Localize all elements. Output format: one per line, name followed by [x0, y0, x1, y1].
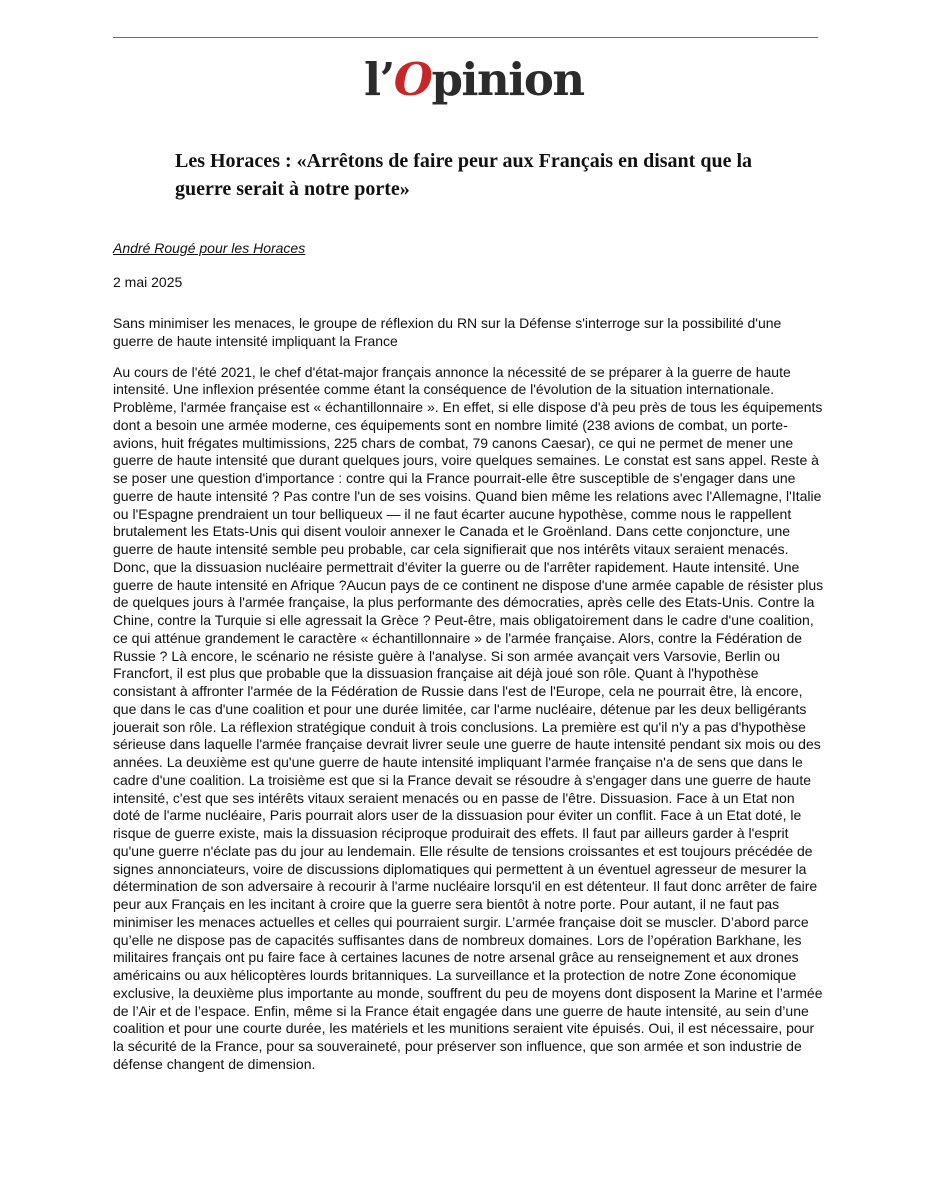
lopinion-logo [364, 52, 584, 108]
article-chapo: Sans minimiser les menaces, le groupe de réflexion du RN sur la Défense s'interroge sur la possibilité d'une guerre de haute intensité impliquant la France [113, 315, 782, 349]
article-body [113, 315, 825, 1074]
article-date: 2 mai 2025 [113, 274, 183, 290]
article-byline: André Rougé pour les Horaces [113, 240, 306, 256]
article-paragraph: Au cours de l'été 2021, le chef d'état-major français annonce la nécessité de se préparer à la guerre de haute intensité. Une inflexion présentée comme étant la conséquence de l'évolution de la situation internationale. Problème, l'armée française est « échantillonnaire ». En effet, si elle dispose d'à peu près de tous les équipements dont a besoin une armée moderne, ces équipements sont en nombre limité (238 avions de combat, un porte-avions, huit frégates multimissions, 225 chars de combat, 79 canons Caesar), ce qui ne permet de mener une guerre de haute intensité que durant quelques jours, voire quelques semaines. Le constat est sans appel. Reste à se poser une question d'importance : contre qui la France pourrait-elle être susceptible de s'engager dans une guerre de haute intensité ? Pas contre l'un de ses voisins. Quand bien même les relations avec l'Allemagne, l'Italie ou l'Espagne prendraient un tour belliqueux — il ne faut écarter aucune hypothèse, comme nous le rappellent brutalement les Etats-Unis qui disent vouloir annexer le Canada et le Groënland. Dans cette conjoncture, une guerre de haute intensité semble peu probable, car cela signifierait que nos intérêts vitaux seraient menacés. Donc, que la dissuasion nucléaire permettrait d'éviter la guerre ou de l'arrêter rapidement. Haute intensité. Une guerre de haute intensité en Afrique ?Aucun pays de ce continent ne dispose d'une armée capable de résister plus de quelques jours à l'armée française, la plus performante des démocraties, après celle des Etats-Unis. Contre la Chine, contre la Turquie si elle agressait la Grèce ? Peut-être, mais obligatoirement dans le cadre d'une coalition, ce qui atténue grandement le caractère « échantillonnaire » de l'armée française. Alors, contre la Fédération de Russie ? Là encore, le scénario ne résiste guère à l'analyse. Si son armée avançait vers Varsovie, Berlin ou Francfort, il est plus que probable que la dissuasion française ait déjà joué son rôle. Quant à l'hypothèse consistant à affronter l'armée de la Fédération de Russie dans l'est de l'Europe, cela ne pourrait être, là encore, que dans le cas d'une coalition et pour une durée limitée, car l'arme nucléaire, détenue par les deux belligérants jouerait son rôle. La réflexion stratégique conduit à trois conclusions. La première est qu'il n'y a pas d'hypothèse sérieuse dans laquelle l'armée française devrait livrer seule une guerre de haute intensité pendant six mois ou des années. La deuxième est qu'une guerre de haute intensité impliquant l'armée française n'a de sens que dans le cadre d'une coalition. La troisième est que si la France devait se résoudre à s'engager dans une guerre de haute intensité, c'est que ses intérêts vitaux seraient menacés ou en passe de l'être. Dissuasion. Face à un Etat non doté de l'arme nucléaire, Paris pourrait alors user de la dissuasion pour éviter un conflit. Face à un Etat doté, le risque de guerre existe, mais la dissuasion réciproque produirait des effets. Il faut par ailleurs garder à l'esprit qu'une guerre n'éclate pas du jour au lendemain. Elle résulte de tensions croissantes et est toujours précédée de signes annonciateurs, voire de discussions diplomatiques qui permettent à un éventuel agresseur de mesurer la détermination de son adversaire à recourir à l'arme nucléaire lorsqu'il en est détenteur. Il faut donc arrêter de faire peur aux Français en les incitant à croire que la guerre sera bientôt à notre porte. Pour autant, il ne faut pas minimiser les menaces actuelles et celles qui pourraient surgir. L’armée française doit se muscler. D’abord parce qu’elle ne dispose pas de capacités suffisantes dans de nombreux domaines. Lors de l’opération Barkhane, les militaires français ont pu faire face à certaines lacunes de notre arsenal grâce au renseignement et aux drones américains ou aux hélicoptères lourds britanniques. La surveillance et la protection de notre Zone économique exclusive, la deuxième plus importante au monde, souffrent du peu de moyens dont disposent la Marine et l’armée de l’Air et de l’espace. Enfin, même si la France était engagée dans une guerre de haute intensité, au sein d’une coalition et pour une courte durée, les matériels et les munitions seraient vite épuisés. Oui, il est nécessaire, pour la sécurité de la France, pour sa souveraineté, pour préserver son influence, que son armée et son industrie de défense changent de dimension. [113, 363, 824, 1072]
top-divider [113, 37, 818, 38]
logo-rest: pinion [431, 53, 584, 106]
logo-prefix: l’ [364, 53, 394, 106]
article-headline: Les Horaces : «Arrêtons de faire peur aux Français en disant que la guerre serait à notre porte» [175, 150, 753, 200]
logo-o: O [393, 53, 432, 106]
